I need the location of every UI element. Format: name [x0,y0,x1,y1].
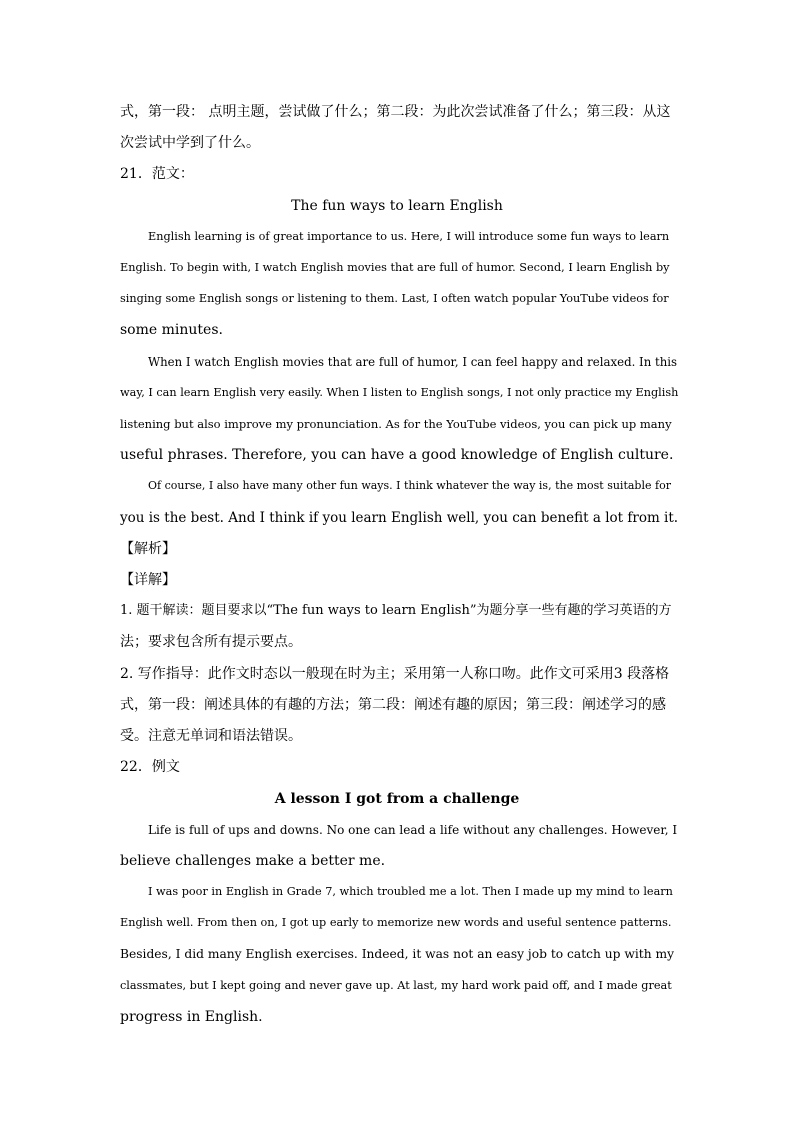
essay-line: Life is full of ups and downs. No one can lead a life without any challenges. However, I [148,823,678,837]
analysis-line: 2. 写作指导：此作文时态以一般现在时为主；采用第一人称口吻。此作文可采用3 段落格 [120,666,670,682]
intro-line: 次尝试中学到了什么。 [120,135,260,151]
essay-line: listening but also improve my pronunciation. As for the YouTube videos, you can pick up many [120,417,672,431]
detail-label: 【详解】 [120,572,176,588]
q22-heading: 22．例文 [120,759,180,775]
essay-line: I was poor in English in Grade 7, which troubled me a lot. Then I made up my mind to learn [148,885,673,898]
analysis-line: 法；要求包含所有提示要点。 [120,634,302,650]
essay-line: singing some English songs or listening to them. Last, I often watch popular YouTube videos for [120,292,669,305]
essay-line: Of course, I also have many other fun ways. I think whatever the way is, the most suitable for [148,479,671,492]
q21-heading: 21．范文： [120,166,194,182]
essay-line: English learning is of great importance to us. Here, I will introduce some fun ways to learn [148,230,670,243]
analysis-line: 受。注意无单词和语法错误。 [120,728,302,744]
essay-line: believe challenges make a better me. [120,853,386,869]
q21-essay-title: The fun ways to learn English [291,198,503,214]
analysis-line: 式，第一段：阐述具体的有趣的方法；第二段：阐述有趣的原因；第三段：阐述学习的感 [120,697,666,713]
essay-line: useful phrases. Therefore, you can have a good knowledge of English culture. [120,447,674,463]
q22-essay-title: A lesson I got from a challenge [274,791,520,807]
intro-line: 式，第一段： 点明主题，尝试做了什么；第二段：为此次尝试准备了什么；第三段：从这 [120,104,671,120]
essay-line: Besides, I did many English exercises. Indeed, it was not an easy job to catch up with my [120,947,675,961]
analysis-label: 【解析】 [120,541,176,557]
essay-line: When I watch English movies that are full of humor, I can feel happy and relaxed. In this [148,355,678,369]
essay-line: English. To begin with, I watch English movies that are full of humor. Second, I learn English by [120,261,670,274]
essay-line: English well. From then on, I got up early to memorize new words and useful sentence patterns. [120,916,672,929]
essay-line: progress in English. [120,1009,263,1025]
analysis-line: 1. 题干解读：题目要求以“The fun ways to learn English”为题分享一些有趣的学习英语的方 [120,603,672,618]
essay-line: way, I can learn English very easily. When I listen to English songs, I not only practice my English [120,386,679,399]
essay-line: some minutes. [120,322,223,338]
essay-line: you is the best. And I think if you learn English well, you can benefit a lot from it. [120,510,679,526]
essay-line: classmates, but I kept going and never gave up. At last, my hard work paid off, and I made great [120,979,672,992]
